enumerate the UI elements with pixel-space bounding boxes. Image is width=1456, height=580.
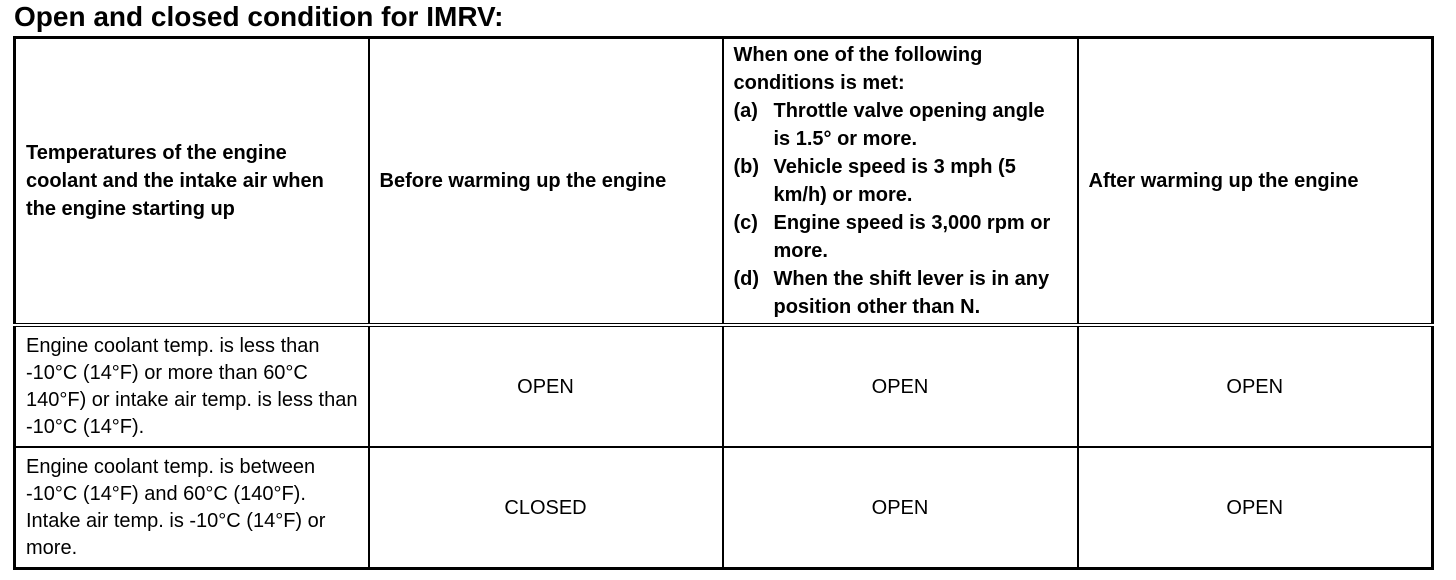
condition-letter: (b) [733, 156, 760, 178]
condition-item-d [734, 265, 1067, 321]
header-temperatures: Temperatures of the engine coolant and the intake air when the engine starting up [15, 38, 369, 326]
condition-letter: (d) [733, 268, 760, 290]
condition-text: When the shift lever is in any position other than N. [773, 268, 1050, 318]
when-met-state: OPEN [723, 325, 1078, 447]
header-before-warming: Before warming up the engine [369, 38, 723, 326]
when-met-state: OPEN [723, 447, 1078, 569]
condition-text: Engine speed is 3,000 rpm or more. [773, 212, 1051, 262]
row-condition-cell: Engine coolant temp. is between -10°C (14°F) and 60°C (140°F). Intake air temp. is -10°C (14°F) or more. [15, 447, 369, 569]
before-warming-state: OPEN [369, 325, 723, 447]
header-conditions [723, 38, 1078, 326]
condition-text: Vehicle speed is 3 mph (5 km/h) or more. [773, 156, 1016, 206]
after-warming-state: OPEN [1078, 447, 1433, 569]
header-after-warming: After warming up the engine [1078, 38, 1433, 326]
page-title: Open and closed condition for IMRV: [14, 1, 504, 32]
condition-item-c [734, 209, 1067, 265]
condition-item-b [734, 153, 1067, 209]
condition-text: Throttle valve opening angle is 1.5° or more. [773, 100, 1045, 150]
condition-item-a [734, 97, 1067, 153]
table-header-row [15, 38, 1433, 326]
table-row [15, 447, 1433, 569]
after-warming-state: OPEN [1078, 325, 1433, 447]
condition-letter: (c) [733, 212, 758, 234]
conditions-intro: When one of the following conditions is met: [733, 44, 983, 94]
condition-letter: (a) [733, 100, 758, 122]
before-warming-state: CLOSED [369, 447, 723, 569]
table-row [15, 325, 1433, 447]
row-condition-cell: Engine coolant temp. is less than -10°C (14°F) or more than 60°C 140°F) or intake air temp. is less than -10°C (14°F). [15, 325, 369, 447]
imrv-condition-table [13, 36, 1434, 570]
